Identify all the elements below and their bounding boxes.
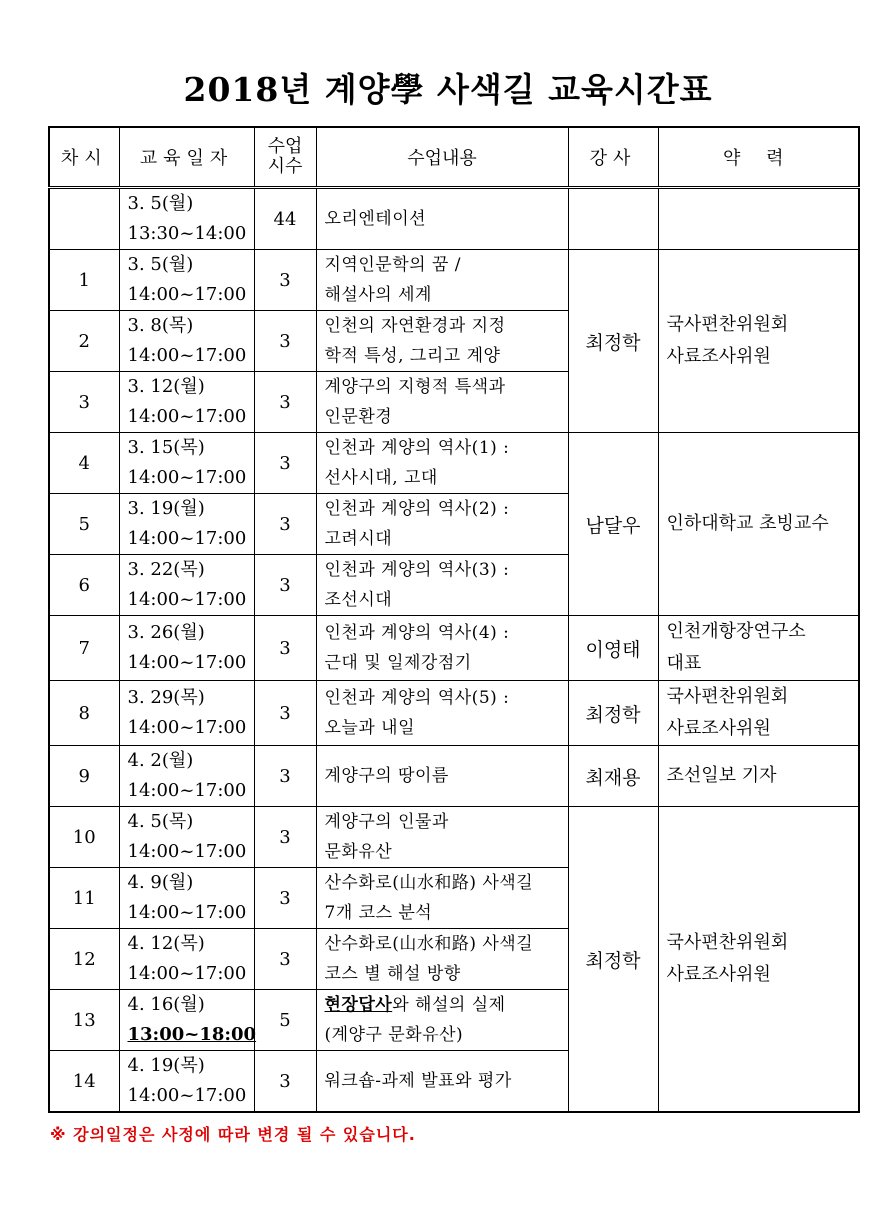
hours-cell: 3 <box>254 807 316 868</box>
date-cell: 3. 19(월) 14:00~17:00 <box>119 494 254 555</box>
header-hours: 수업 시수 <box>254 127 316 188</box>
session-num: 5 <box>49 494 119 555</box>
date-cell: 3. 26(월) 14:00~17:00 <box>119 616 254 681</box>
table-row <box>49 746 859 807</box>
content-cell: 워크숍-과제 발표와 평가 <box>316 1051 568 1113</box>
date-cell: 4. 9(월) 14:00~17:00 <box>119 868 254 929</box>
header-lecturer: 강사 <box>568 127 658 188</box>
date-cell: 4. 5(목) 14:00~17:00 <box>119 807 254 868</box>
session-num: 11 <box>49 868 119 929</box>
lecturer-cell: 최정학 <box>568 807 658 1113</box>
session-num: 8 <box>49 681 119 746</box>
date-cell: 3. 8(목) 14:00~17:00 <box>119 311 254 372</box>
hours-cell: 3 <box>254 433 316 494</box>
hours-cell: 44 <box>254 188 316 250</box>
career-cell: 인하대학교 초빙교수 <box>658 433 859 616</box>
session-num: 9 <box>49 746 119 807</box>
header-career: 약 력 <box>658 127 859 188</box>
schedule-change-note: ※ 강의일정은 사정에 따라 변경 될 수 있습니다. <box>50 1125 416 1144</box>
lecturer-cell: 이영태 <box>568 616 658 681</box>
career-cell: 국사편찬위원회 사료조사위원 <box>658 681 859 746</box>
lecturer-cell <box>568 188 658 250</box>
table-row <box>49 616 859 681</box>
date-cell: 4. 12(목) 14:00~17:00 <box>119 929 254 990</box>
session-num: 1 <box>49 250 119 311</box>
content-cell: 산수화로(山水和路) 사색길 7개 코스 분석 <box>316 868 568 929</box>
date-cell: 4. 19(목) 14:00~17:00 <box>119 1051 254 1113</box>
date-cell: 3. 5(월) 14:00~17:00 <box>119 250 254 311</box>
content-cell: 인천과 계양의 역사(2) : 고려시대 <box>316 494 568 555</box>
session-num: 6 <box>49 555 119 616</box>
hours-cell: 3 <box>254 494 316 555</box>
table-row <box>49 188 859 250</box>
session-num: 2 <box>49 311 119 372</box>
content-cell: 계양구의 인물과 문화유산 <box>316 807 568 868</box>
date-cell: 3. 22(목) 14:00~17:00 <box>119 555 254 616</box>
career-cell: 국사편찬위원회 사료조사위원 <box>658 250 859 433</box>
hours-cell: 3 <box>254 746 316 807</box>
lecturer-cell: 최정학 <box>568 250 658 433</box>
date-cell: 3. 15(목) 14:00~17:00 <box>119 433 254 494</box>
date-cell: 3. 5(월) 13:30~14:00 <box>119 188 254 250</box>
lecturer-cell: 최재용 <box>568 746 658 807</box>
header-date: 교육일자 <box>119 127 254 188</box>
session-num: 3 <box>49 372 119 433</box>
content-cell: 산수화로(山水和路) 사색길 코스 별 해설 방향 <box>316 929 568 990</box>
content-cell: 계양구의 땅이름 <box>316 746 568 807</box>
career-cell: 조선일보 기자 <box>658 746 859 807</box>
session-num: 12 <box>49 929 119 990</box>
date-cell: 3. 12(월) 14:00~17:00 <box>119 372 254 433</box>
session-num: 13 <box>49 990 119 1051</box>
content-cell: 인천과 계양의 역사(4) : 근대 및 일제강점기 <box>316 616 568 681</box>
hours-cell: 3 <box>254 1051 316 1113</box>
session-num <box>49 188 119 250</box>
header-content: 수업내용 <box>316 127 568 188</box>
career-cell: 국사편찬위원회 사료조사위원 <box>658 807 859 1113</box>
hours-cell: 3 <box>254 311 316 372</box>
content-cell: 인천과 계양의 역사(3) : 조선시대 <box>316 555 568 616</box>
content-cell: 인천의 자연환경과 지정 학적 특성, 그리고 계양 <box>316 311 568 372</box>
session-num: 10 <box>49 807 119 868</box>
schedule-table <box>48 126 860 1113</box>
date-cell: 4. 16(월) 13:00~18:00 <box>119 990 254 1051</box>
content-cell: 지역인문학의 꿈 / 해설사의 세계 <box>316 250 568 311</box>
page-title: 2018년 계양學 사색길 교육시간표 <box>183 70 713 109</box>
content-cell: 오리엔테이션 <box>316 188 568 250</box>
career-cell <box>658 188 859 250</box>
table-row <box>49 681 859 746</box>
career-cell: 인천개항장연구소 대표 <box>658 616 859 681</box>
hours-cell: 3 <box>254 929 316 990</box>
lecturer-cell: 최정학 <box>568 681 658 746</box>
session-num: 14 <box>49 1051 119 1113</box>
hours-cell: 3 <box>254 681 316 746</box>
hours-cell: 3 <box>254 250 316 311</box>
table-row <box>49 250 859 311</box>
date-cell: 3. 29(목) 14:00~17:00 <box>119 681 254 746</box>
hours-cell: 3 <box>254 555 316 616</box>
hours-cell: 3 <box>254 616 316 681</box>
session-num: 7 <box>49 616 119 681</box>
lecturer-cell: 남달우 <box>568 433 658 616</box>
hours-cell: 3 <box>254 868 316 929</box>
table-row <box>49 807 859 868</box>
header-session: 차시 <box>49 127 119 188</box>
content-cell: 계양구의 지형적 특색과 인문환경 <box>316 372 568 433</box>
content-cell: 인천과 계양의 역사(5) : 오늘과 내일 <box>316 681 568 746</box>
hours-cell: 3 <box>254 372 316 433</box>
content-cell: 인천과 계양의 역사(1) : 선사시대, 고대 <box>316 433 568 494</box>
header-row <box>49 127 859 188</box>
hours-cell: 5 <box>254 990 316 1051</box>
table-row <box>49 433 859 494</box>
content-cell: 현장답사와 해설의 실제 (계양구 문화유산) <box>316 990 568 1051</box>
date-cell: 4. 2(월) 14:00~17:00 <box>119 746 254 807</box>
session-num: 4 <box>49 433 119 494</box>
